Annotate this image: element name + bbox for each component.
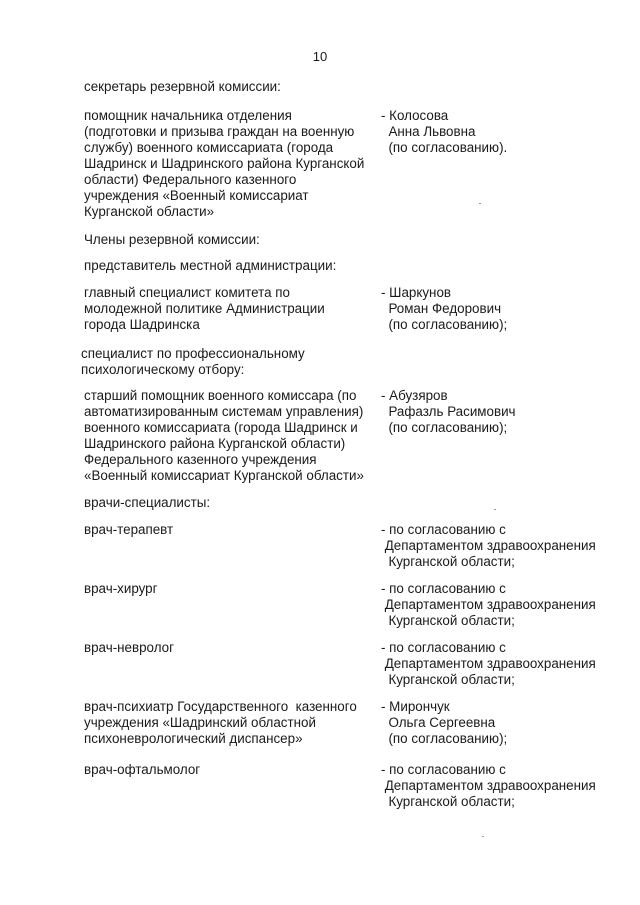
psych-heading: специалист по профессиональному психологическому отбору: xyxy=(81,346,305,377)
doctor-position: врач-офтальмолог xyxy=(84,762,201,777)
doctor-position: врач-терапевт xyxy=(84,522,174,537)
doctor-position: врач-психиатр Государственного казенного учреждения «Шадринский областной психоневрологический диспансер» xyxy=(84,699,357,746)
doctor-person: - Мирончук Ольга Сергеевна (по согласованию); xyxy=(381,699,508,746)
doctor-position: врач-невролог xyxy=(84,640,175,655)
doctor-position: врач-хирург xyxy=(84,581,158,596)
secretary-position: помощник начальника отделения (подготовки и призыва граждан на военную службу) военного комиссариата (города Шадринск и Шадринского района Курганской области) Федерального казенного учреждения «Военный комиссариат Курганской области» xyxy=(84,108,365,219)
scan-speck xyxy=(494,509,496,510)
doctor-person: - по согласованию с Департаментом здравоохранения Курганской области; xyxy=(381,522,596,569)
psych-position: старший помощник военного комиссара (по автоматизированным системам управления) военного комиссариата (города Шадринск и Шадринского района Курганской области) Федерального казенного учреждения «Военный комиссариат Курганской области» xyxy=(84,388,364,483)
scan-speck xyxy=(479,203,481,204)
scan-speck xyxy=(482,836,484,837)
members-heading: Члены резервной комиссии: xyxy=(84,232,260,247)
secretary-person: - Колосова Анна Львовна (по согласованию). xyxy=(381,108,508,155)
page-number: 10 xyxy=(312,49,328,64)
doctor-person: - по согласованию с Департаментом здравоохранения Курганской области; xyxy=(381,762,596,809)
doctors-heading: врачи-специалисты: xyxy=(84,495,211,510)
local-admin-person: - Шаркунов Роман Федорович (по согласованию); xyxy=(381,285,508,332)
secretary-heading: секретарь резервной комиссии: xyxy=(84,79,281,94)
doctor-person: - по согласованию с Департаментом здравоохранения Курганской области; xyxy=(381,581,596,628)
local-admin-position: главный специалист комитета по молодежной политике Администрации города Шадринска xyxy=(84,285,325,332)
local-admin-heading: представитель местной администрации: xyxy=(84,258,337,273)
psych-person: - Абузяров Рафазль Расимович (по согласованию); xyxy=(381,388,516,435)
doctor-person: - по согласованию с Департаментом здравоохранения Курганской области; xyxy=(381,640,596,687)
